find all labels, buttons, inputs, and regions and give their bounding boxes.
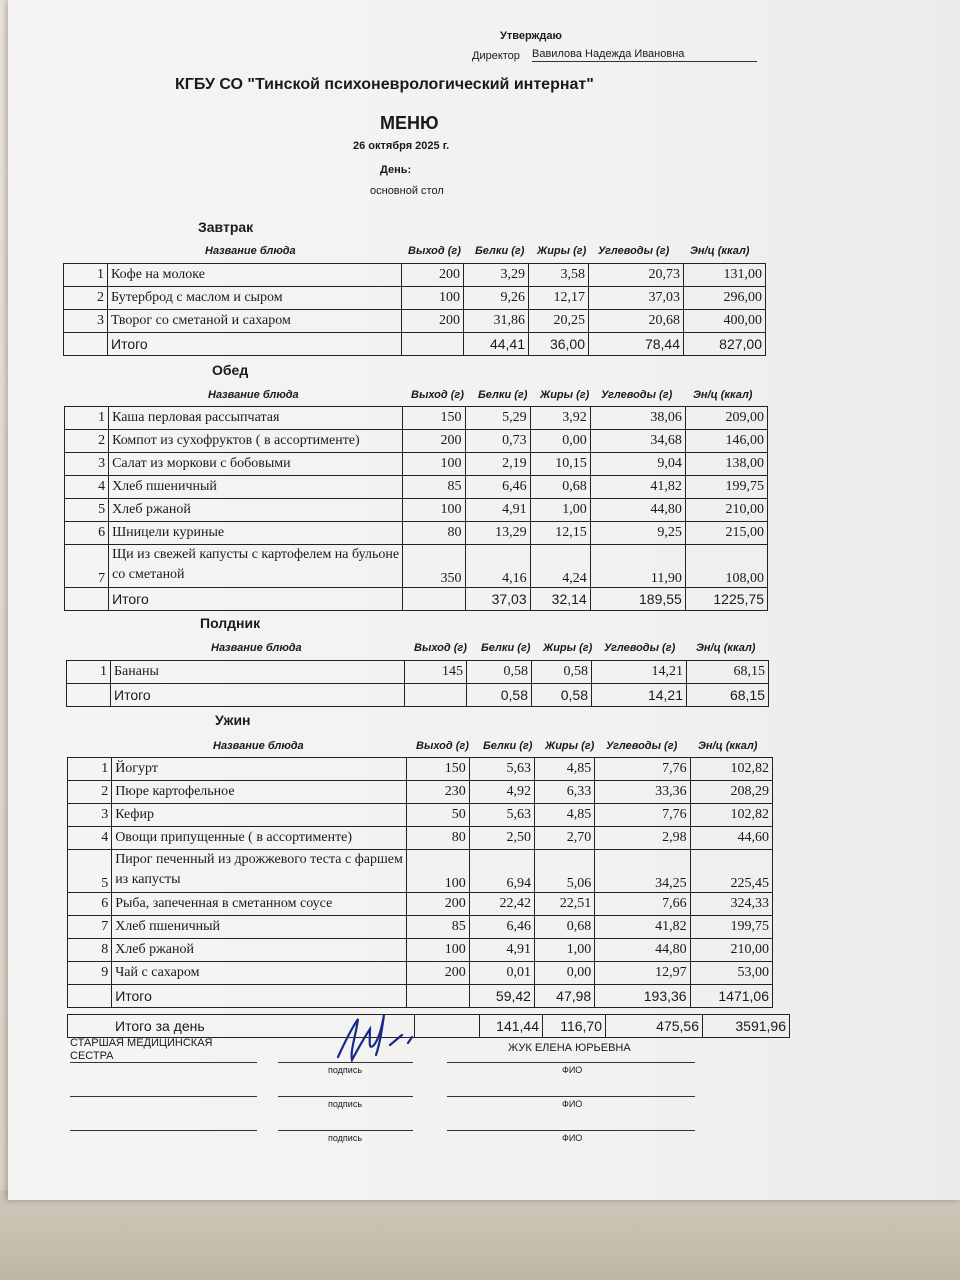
section-title-dinner: Ужин: [215, 712, 251, 728]
dish-carbs: 14,21: [592, 661, 687, 684]
row-number: 9: [68, 962, 112, 985]
total-label: Итого: [111, 684, 405, 707]
total-carbs: 193,36: [595, 985, 690, 1008]
dish-energy: 210,00: [690, 939, 772, 962]
dish-protein: 6,94: [469, 850, 534, 893]
col-header-carbs: Углеводы (г): [598, 245, 670, 257]
nurse-name: ЖУК ЕЛЕНА ЮРЬЕВНА: [508, 1042, 631, 1054]
col-header-energy: Эн/ц (ккал): [698, 740, 758, 752]
dish-energy: 68,15: [687, 661, 769, 684]
dish-energy: 210,00: [685, 499, 767, 522]
dish-fat: 0,00: [534, 962, 594, 985]
dish-output: 200: [407, 962, 469, 985]
total-energy: 827,00: [684, 333, 766, 356]
day-total-label: Итого за день: [68, 1015, 415, 1038]
table-row: [68, 893, 773, 916]
table-row: [68, 758, 773, 781]
table-row: [65, 476, 768, 499]
day-label: День:: [380, 164, 412, 176]
row-number: 1: [65, 407, 109, 430]
dish-fat: 20,25: [529, 310, 589, 333]
dish-output: 200: [402, 310, 464, 333]
dish-energy: 138,00: [685, 453, 767, 476]
row-number: 4: [68, 827, 112, 850]
row-number: 2: [64, 287, 108, 310]
dish-protein: 13,29: [465, 522, 530, 545]
table-row: [68, 827, 773, 850]
dish-energy: 208,29: [690, 781, 772, 804]
dish-carbs: 2,98: [595, 827, 690, 850]
dish-fat: 1,00: [530, 499, 590, 522]
dish-energy: 102,82: [690, 758, 772, 781]
dish-fat: 0,58: [532, 661, 592, 684]
total-blank-cell: [67, 684, 111, 707]
dish-name: Хлеб пшеничный: [112, 916, 407, 939]
day-total-energy: 3591,96: [703, 1015, 790, 1038]
dish-name: Щи из свежей капусты с картофелем на бульоне со сметаной: [109, 545, 403, 588]
col-header-protein: Белки (г): [483, 740, 533, 752]
dish-protein: 0,58: [467, 661, 532, 684]
dish-carbs: 20,73: [589, 264, 684, 287]
col-header-name: Название блюда: [213, 740, 304, 752]
dish-output: 200: [407, 893, 469, 916]
dish-carbs: 11,90: [590, 545, 685, 588]
row-number: 4: [65, 476, 109, 499]
col-header-protein: Белки (г): [478, 389, 528, 401]
row-number: 3: [68, 804, 112, 827]
table-row: [68, 962, 773, 985]
dish-name: Бананы: [111, 661, 405, 684]
row-number: 1: [67, 661, 111, 684]
signature-line-sign-1: [278, 1062, 413, 1063]
signature-line-position-3: [70, 1130, 257, 1131]
row-number: 5: [65, 499, 109, 522]
signature-line-position-2: [70, 1096, 257, 1097]
total-energy: 68,15: [687, 684, 769, 707]
dish-protein: 6,46: [469, 916, 534, 939]
dish-output: 350: [403, 545, 465, 588]
dish-carbs: 41,82: [595, 916, 690, 939]
dish-name: Хлеб ржаной: [109, 499, 403, 522]
dish-carbs: 34,68: [590, 430, 685, 453]
total-output: [402, 333, 464, 356]
dish-energy: 131,00: [684, 264, 766, 287]
dish-energy: 400,00: [684, 310, 766, 333]
dish-energy: 296,00: [684, 287, 766, 310]
row-number: 2: [65, 430, 109, 453]
dish-protein: 3,29: [464, 264, 529, 287]
total-label: Итого: [109, 588, 403, 611]
table-row: [68, 781, 773, 804]
dish-fat: 22,51: [534, 893, 594, 916]
dish-name: Творог со сметаной и сахаром: [108, 310, 402, 333]
dish-fat: 6,33: [534, 781, 594, 804]
row-number: 6: [65, 522, 109, 545]
day-total-fat: 116,70: [543, 1015, 606, 1038]
nurse-position-line2: СЕСТРА: [70, 1050, 114, 1062]
table-row: [65, 522, 768, 545]
table-row: [65, 545, 768, 588]
total-row: [68, 985, 773, 1008]
sign-caption-3: подпись: [328, 1133, 363, 1143]
dish-name: Пюре картофельное: [112, 781, 407, 804]
total-fat: 0,58: [532, 684, 592, 707]
director-name: Вавилова Надежда Ивановна: [532, 48, 757, 62]
dish-protein: 4,91: [469, 939, 534, 962]
approve-label: Утверждаю: [500, 30, 562, 42]
total-protein: 44,41: [464, 333, 529, 356]
table-row: [65, 407, 768, 430]
dish-name: Кефир: [112, 804, 407, 827]
day-total-output: [415, 1015, 480, 1038]
fio-caption-2: ФИО: [562, 1099, 583, 1109]
total-row: [67, 684, 769, 707]
col-header-output: Выход (г): [408, 245, 461, 257]
dish-name: Пирог печенный из дрожжевого теста с фаршем из капусты: [112, 850, 407, 893]
dish-output: 50: [407, 804, 469, 827]
row-number: 7: [68, 916, 112, 939]
total-fat: 32,14: [530, 588, 590, 611]
dish-energy: 53,00: [690, 962, 772, 985]
dish-energy: 324,33: [690, 893, 772, 916]
table-row: [68, 850, 773, 893]
snack-table: [66, 660, 769, 707]
organization-name: КГБУ СО "Тинской психоневрологический интернат": [175, 76, 594, 93]
dish-carbs: 9,25: [590, 522, 685, 545]
page-title: МЕНЮ: [380, 113, 439, 133]
total-blank-cell: [68, 985, 112, 1008]
table-row: [65, 430, 768, 453]
section-title-snack: Полдник: [200, 615, 261, 631]
dish-fat: 0,68: [530, 476, 590, 499]
row-number: 2: [68, 781, 112, 804]
col-header-carbs: Углеводы (г): [601, 389, 673, 401]
dish-output: 145: [405, 661, 467, 684]
dish-fat: 2,70: [534, 827, 594, 850]
table-row: [65, 499, 768, 522]
dish-protein: 6,46: [465, 476, 530, 499]
dish-fat: 4,24: [530, 545, 590, 588]
dish-name: Бутерброд с маслом и сыром: [108, 287, 402, 310]
total-energy: 1471,06: [690, 985, 772, 1008]
dish-output: 100: [402, 287, 464, 310]
dish-output: 100: [403, 499, 465, 522]
section-title-breakfast: Завтрак: [198, 219, 254, 235]
dish-carbs: 44,80: [595, 939, 690, 962]
col-header-energy: Эн/ц (ккал): [696, 642, 756, 654]
col-header-energy: Эн/ц (ккал): [693, 389, 753, 401]
table-row: [64, 264, 766, 287]
dinner-table: [67, 757, 773, 1008]
dish-name: Салат из моркови с бобовыми: [109, 453, 403, 476]
col-header-fat: Жиры (г): [537, 245, 587, 257]
dish-fat: 5,06: [534, 850, 594, 893]
dish-carbs: 34,25: [595, 850, 690, 893]
dish-output: 85: [403, 476, 465, 499]
row-number: 6: [68, 893, 112, 916]
menu-date: 26 октября 2025 г.: [353, 140, 450, 152]
dish-carbs: 20,68: [589, 310, 684, 333]
dish-protein: 9,26: [464, 287, 529, 310]
total-protein: 0,58: [467, 684, 532, 707]
row-number: 3: [65, 453, 109, 476]
dish-energy: 199,75: [690, 916, 772, 939]
dish-name: Рыба, запеченная в сметанном соусе: [112, 893, 407, 916]
total-energy: 1225,75: [685, 588, 767, 611]
dish-fat: 3,92: [530, 407, 590, 430]
director-label: Директор: [472, 50, 520, 62]
total-carbs: 78,44: [589, 333, 684, 356]
dish-fat: 1,00: [534, 939, 594, 962]
dish-protein: 0,73: [465, 430, 530, 453]
col-header-carbs: Углеводы (г): [606, 740, 678, 752]
dish-energy: 225,45: [690, 850, 772, 893]
col-header-output: Выход (г): [411, 389, 464, 401]
day-total-row: [68, 1015, 790, 1038]
dish-energy: 108,00: [685, 545, 767, 588]
dish-energy: 146,00: [685, 430, 767, 453]
row-number: 8: [68, 939, 112, 962]
dish-output: 230: [407, 781, 469, 804]
dish-carbs: 9,04: [590, 453, 685, 476]
row-number: 5: [68, 850, 112, 893]
dish-output: 150: [403, 407, 465, 430]
dish-protein: 4,16: [465, 545, 530, 588]
row-number: 1: [64, 264, 108, 287]
table-row: [65, 453, 768, 476]
dish-carbs: 38,06: [590, 407, 685, 430]
dish-carbs: 7,66: [595, 893, 690, 916]
total-blank-cell: [64, 333, 108, 356]
col-header-protein: Белки (г): [475, 245, 525, 257]
dish-fat: 0,68: [534, 916, 594, 939]
fio-caption-3: ФИО: [562, 1133, 583, 1143]
dish-output: 80: [407, 827, 469, 850]
total-carbs: 14,21: [592, 684, 687, 707]
day-total-protein: 141,44: [480, 1015, 543, 1038]
table-row: [64, 310, 766, 333]
signature-line-sign-2: [278, 1096, 413, 1097]
dish-energy: 102,82: [690, 804, 772, 827]
dish-protein: 31,86: [464, 310, 529, 333]
dish-energy: 209,00: [685, 407, 767, 430]
total-fat: 36,00: [529, 333, 589, 356]
dish-protein: 2,50: [469, 827, 534, 850]
dish-energy: 44,60: [690, 827, 772, 850]
dish-name: Овощи припущенные ( в ассортименте): [112, 827, 407, 850]
total-blank-cell: [65, 588, 109, 611]
breakfast-table: [63, 263, 766, 356]
dish-protein: 0,01: [469, 962, 534, 985]
dish-protein: 5,29: [465, 407, 530, 430]
dish-output: 85: [407, 916, 469, 939]
dish-output: 100: [403, 453, 465, 476]
dish-output: 80: [403, 522, 465, 545]
signature-line-sign-3: [278, 1130, 413, 1131]
col-header-energy: Эн/ц (ккал): [690, 245, 750, 257]
dish-output: 100: [407, 850, 469, 893]
row-number: 3: [64, 310, 108, 333]
table-row: [68, 939, 773, 962]
dish-fat: 4,85: [534, 758, 594, 781]
dish-output: 150: [407, 758, 469, 781]
col-header-name: Название блюда: [205, 245, 296, 257]
col-header-carbs: Углеводы (г): [604, 642, 676, 654]
sign-caption-2: подпись: [328, 1099, 363, 1109]
dish-fat: 3,58: [529, 264, 589, 287]
fio-caption-1: ФИО: [562, 1065, 583, 1075]
dish-fat: 0,00: [530, 430, 590, 453]
dish-carbs: 7,76: [595, 758, 690, 781]
dish-carbs: 41,82: [590, 476, 685, 499]
total-fat: 47,98: [534, 985, 594, 1008]
total-protein: 37,03: [465, 588, 530, 611]
dish-fat: 12,17: [529, 287, 589, 310]
dish-carbs: 44,80: [590, 499, 685, 522]
dish-fat: 12,15: [530, 522, 590, 545]
col-header-name: Название блюда: [211, 642, 302, 654]
dish-protein: 4,92: [469, 781, 534, 804]
day-total-table: [67, 1014, 790, 1038]
total-label: Итого: [112, 985, 407, 1008]
total-label: Итого: [108, 333, 402, 356]
col-header-fat: Жиры (г): [545, 740, 595, 752]
day-total-carbs: 475,56: [606, 1015, 703, 1038]
table-row: [67, 661, 769, 684]
dish-name: Шницели куриные: [109, 522, 403, 545]
sign-caption-1: подпись: [328, 1065, 363, 1075]
total-protein: 59,42: [469, 985, 534, 1008]
dish-name: Йогурт: [112, 758, 407, 781]
nurse-position-line1: СТАРШАЯ МЕДИЦИНСКАЯ: [70, 1037, 213, 1049]
dish-protein: 2,19: [465, 453, 530, 476]
dish-name: Кофе на молоке: [108, 264, 402, 287]
section-title-lunch: Обед: [212, 362, 249, 378]
signature-line-fio-2: [447, 1096, 695, 1097]
dish-carbs: 12,97: [595, 962, 690, 985]
col-header-fat: Жиры (г): [543, 642, 593, 654]
floor-background: [0, 1190, 960, 1280]
total-output: [403, 588, 465, 611]
dish-output: 200: [402, 264, 464, 287]
dish-protein: 22,42: [469, 893, 534, 916]
col-header-output: Выход (г): [416, 740, 469, 752]
signature-line-fio-1: [447, 1062, 695, 1063]
col-header-name: Название блюда: [208, 389, 299, 401]
lunch-table: [64, 406, 768, 611]
dish-name: Каша перловая рассыпчатая: [109, 407, 403, 430]
dish-carbs: 33,36: [595, 781, 690, 804]
table-row: [68, 804, 773, 827]
total-carbs: 189,55: [590, 588, 685, 611]
dish-protein: 5,63: [469, 804, 534, 827]
dish-name: Хлеб ржаной: [112, 939, 407, 962]
total-row: [64, 333, 766, 356]
table-kind: основной стол: [370, 185, 444, 197]
dish-protein: 5,63: [469, 758, 534, 781]
table-row: [68, 916, 773, 939]
dish-name: Чай с сахаром: [112, 962, 407, 985]
table-row: [64, 287, 766, 310]
dish-energy: 199,75: [685, 476, 767, 499]
dish-name: Компот из сухофруктов ( в ассортименте): [109, 430, 403, 453]
signature-line-fio-3: [447, 1130, 695, 1131]
total-output: [405, 684, 467, 707]
signature-line-position-1: [70, 1062, 257, 1063]
dish-carbs: 7,76: [595, 804, 690, 827]
dish-fat: 4,85: [534, 804, 594, 827]
dish-carbs: 37,03: [589, 287, 684, 310]
row-number: 7: [65, 545, 109, 588]
col-header-output: Выход (г): [414, 642, 467, 654]
col-header-protein: Белки (г): [481, 642, 531, 654]
total-row: [65, 588, 768, 611]
dish-output: 100: [407, 939, 469, 962]
nurse-position: [70, 1037, 213, 1063]
dish-output: 200: [403, 430, 465, 453]
dish-protein: 4,91: [465, 499, 530, 522]
dish-name: Хлеб пшеничный: [109, 476, 403, 499]
dish-energy: 215,00: [685, 522, 767, 545]
row-number: 1: [68, 758, 112, 781]
col-header-fat: Жиры (г): [540, 389, 590, 401]
dish-fat: 10,15: [530, 453, 590, 476]
